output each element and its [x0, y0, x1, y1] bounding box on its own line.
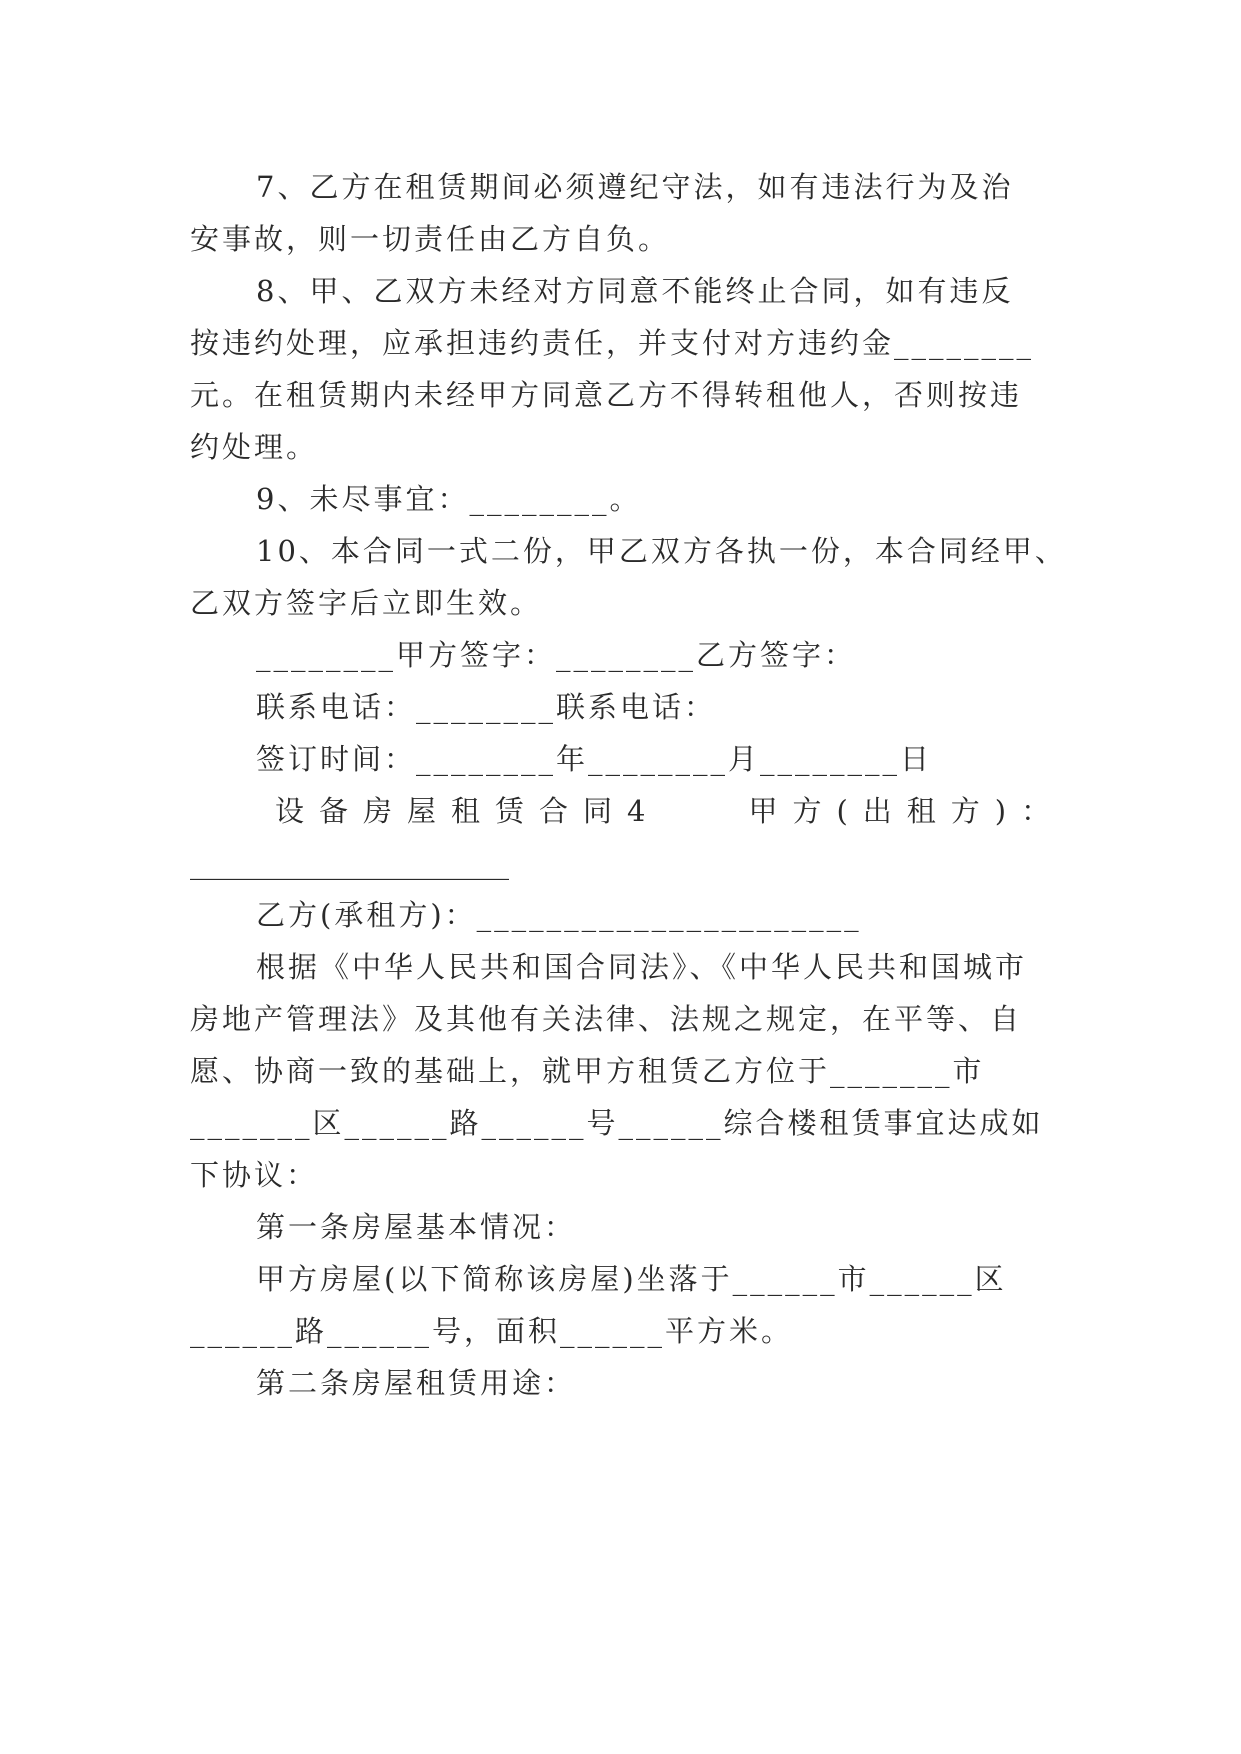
- clause-9-line: 9、未尽事宜：________。: [256, 482, 642, 516]
- preamble-line-1: 根据《中华人民共和国合同法》、《中华人民共和国城市: [256, 950, 1028, 984]
- article-1-line-2: ______路______号，面积______平方米。: [190, 1314, 794, 1348]
- preamble-line-4: _______区______路______号______综合楼租赁事宜达成如: [190, 1106, 1044, 1140]
- signature-line: ________甲方签字：________乙方签字：: [256, 638, 857, 672]
- clause-8-line-4: 约处理。: [190, 430, 319, 464]
- clause-7-line-1: 7、乙方在租赁期间必须遵纪守法，如有违法行为及治: [256, 170, 1014, 204]
- clause-7-line-2: 安事故，则一切责任由乙方自负。: [190, 222, 671, 256]
- preamble-line-2: 房地产管理法》及其他有关法律、法规之规定，在平等、自: [190, 1002, 1023, 1036]
- preamble-line-3: 愿、协商一致的基础上，就甲方租赁乙方位于_______市: [190, 1054, 985, 1088]
- article-1-line-1: 甲方房屋(以下简称该房屋)坐落于______市______区: [256, 1262, 1007, 1296]
- phone-line: 联系电话：________联系电话：: [256, 690, 717, 724]
- clause-10-line-1: 10、本合同一式二份，甲乙双方各执一份，本合同经甲、: [256, 534, 1067, 568]
- clause-8-line-3: 元。在租赁期内未经甲方同意乙方不得转租他人，否则按违: [190, 378, 1023, 412]
- clause-8-line-2: 按违约处理，应承担违约责任，并支付对方违约金________: [190, 326, 1035, 360]
- clause-10-line-2: 乙双方签字后立即生效。: [190, 586, 543, 620]
- contract-4-heading: 设备房屋租赁合同4 甲方(出租方)：: [275, 794, 1066, 828]
- article-1-heading: 第一条房屋基本情况：: [256, 1210, 577, 1244]
- preamble-line-5: 下协议：: [190, 1158, 319, 1192]
- sign-date-line: 签订时间：________年________月________日: [256, 742, 933, 776]
- clause-8-line-1: 8、甲、乙双方未经对方同意不能终止合同，如有违反: [256, 274, 1014, 308]
- article-2-heading: 第二条房屋租赁用途：: [256, 1366, 577, 1400]
- party-b-line: 乙方(承租方)：______________________: [256, 898, 862, 932]
- party-a-blank: ______________________: [190, 846, 509, 880]
